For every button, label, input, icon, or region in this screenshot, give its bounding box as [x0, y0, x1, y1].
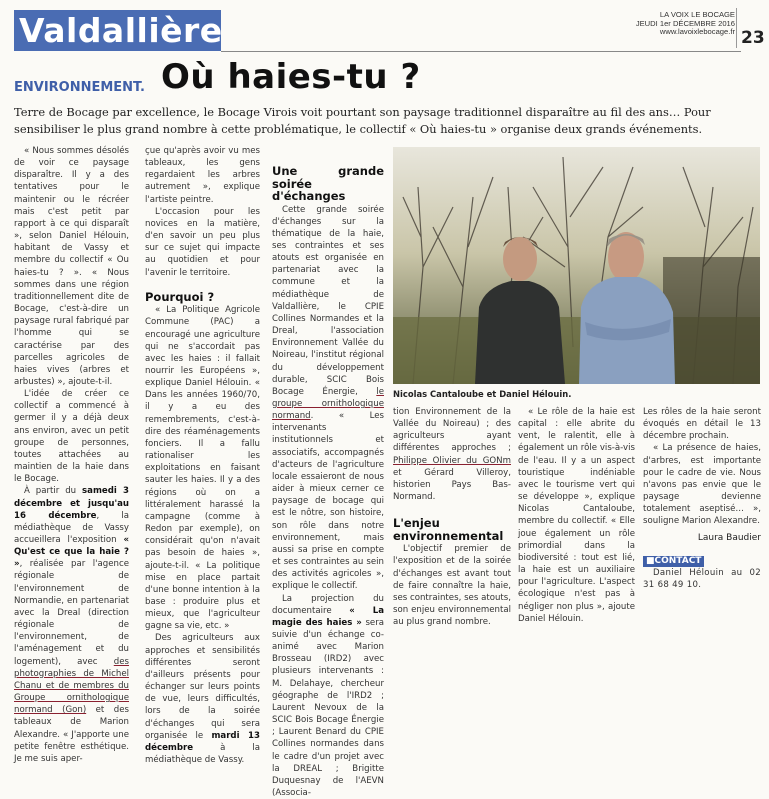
paragraph	[14, 485, 129, 765]
publication-name: LA VOIX LE BOCAGE	[636, 11, 735, 20]
gon-highlight: le groupe ornithologique normand	[272, 387, 384, 421]
subheading-soiree: Une grande soirée d'échanges	[272, 165, 384, 203]
header-rule	[221, 51, 741, 52]
paragraph: « La Politique Agricole Commune (PAC) a encouragé une agriculture qui ne s'accordait pas avec les haies : il fallait nourrir les Européens », explique Daniel Hélouin. « Dans les années 1960/70, il y a eu des remembrements, c'est-à-dire des réaménagements fonciers. Il a fallu rationaliser les exploitations en faisant sauter les haies. Il y a des régions où on a littéralement harassé la campagne (comme à Redon par exemple), on considérait qu'on n'avait pas besoin de haies », ajoute-t-il. « La politique mise en place partait d'une bonne intention à la base : produire plus et mieux, que l'agriculteur gagne sa vie, etc. »	[145, 304, 260, 632]
text: . « Les intervenants institutionnels et associatifs, accompagnés d'acteurs de l'agriculture locale essaieront de nous aider à mieux cerner ce paysage de bocage qui est le nôtre, son histoire, son rôle dans notre environnement, mais aussi sa prise en compte et ses contraintes au sein des activités agricoles », explique le collectif.	[272, 411, 384, 591]
paragraph: çue qu'après avoir vu mes tableaux, les gens regardaient les arbres autrement », explique l'artiste peintre.	[145, 145, 260, 206]
article-column-2	[145, 145, 260, 766]
article-title: Où haies-tu ?	[161, 57, 421, 97]
paragraph	[272, 204, 384, 593]
exhibition-title: « Qu'est ce que la haie ? »	[14, 535, 129, 569]
publication-date: JEUDI 1er DÉCEMBRE 2016	[636, 20, 735, 29]
text: , la médiathèque de Vassy accueillera l'exposition	[14, 511, 129, 545]
photo-two-men-in-hedgerow	[393, 147, 760, 384]
event-dates: samedi 3 décembre et jusqu'au 16 décembre	[14, 486, 129, 520]
paragraph	[145, 632, 260, 766]
text: et des tableaux de Marion Alexandre. « J'apporte une petite fenêtre esthétique. Je me suis aper-	[14, 705, 129, 764]
article-column-5	[518, 406, 635, 625]
masthead	[636, 11, 735, 37]
text: tion Environnement de la Vallée du Noireau) ; des agriculteurs ayant différentes approches ;	[393, 407, 511, 453]
author-signature: Laura Baudier	[643, 532, 761, 544]
photo-caption: Nicolas Cantaloube et Daniel Hélouin.	[393, 389, 571, 399]
text: Cette grande soirée d'échanges sur la thématique de la haie, ses contraintes et ses atouts est organisée en partenariat avec la commune et la médiathèque de Valdallière, le CPIE Collines Normandes et la Dreal, l'association Environnement Vallée du Noireau, l'institut régional du développement durable, SCIC Bois Bocage Énergie,	[272, 205, 384, 397]
text: À partir du	[24, 486, 82, 496]
paragraph	[272, 593, 384, 799]
publication-website: www.lavoixlebocage.fr	[636, 28, 735, 37]
paragraph: Les rôles de la haie seront évoqués en détail le 13 décembre prochain.	[643, 406, 761, 442]
article-column-6	[643, 406, 761, 591]
event-date: mardi 13 décembre	[145, 731, 260, 753]
article-column-3	[272, 157, 384, 799]
photo-credits-highlight: des photographies de Michel Chanu et de membres du Groupe ornithologique normand (Gon)	[14, 657, 129, 716]
article-rubric: ENVIRONNEMENT.	[14, 80, 145, 95]
article-column-4	[393, 406, 511, 628]
subheading-enjeu: L'enjeu environnemental	[393, 517, 511, 542]
gonm-highlight: Philippe Olivier du GONm	[393, 456, 511, 466]
text: La projection du documentaire	[272, 594, 384, 616]
paragraph: L'idée de créer ce collectif a commencé à germer il y a déjà deux ans environ, avec un petit groupe de personnes, toutes attachées au maintien de la haie dans le Bocage.	[14, 388, 129, 485]
paragraph: L'objectif premier de l'exposition et de la soirée d'échanges est avant tout de faire connaître la haie, ses contraintes, ses atouts, son enjeu environnemental au plus grand nombre.	[393, 543, 511, 628]
article-photo	[393, 147, 760, 384]
paragraph: « Le rôle de la haie est capital : elle abrite du vent, le ralentit, elle à également un rôle vis-à-vis de l'eau. Il y a un aspect touristique indéniable avec le tourisme vert qui se développe », explique Nicolas Cantaloube, membre du collectif. « Elle joue également un rôle primordial dans la biodiversité : tout est lié, la haie est un auxiliaire pour l'agriculture. L'aspect écologique n'est pas à négliger non plus », ajoute Daniel Hélouin.	[518, 406, 635, 625]
paragraph: « Nous sommes désolés de voir ce paysage disparaître. Il y a des tentatives pour le maintenir ou le récréer mais c'est petit par rapport à ce qui disparaît », selon Daniel Hélouin, habitant de Vassy et membre du collectif « Ou haies-tu ? ». « Nous sommes dans une région traditionnellement dite de Bocage, c'est-à-dire un paysage rural fabriqué par l'homme qui se caractérise par des parcelles agricoles de haies vives (arbres et arbustes) », ajoute-t-il.	[14, 145, 129, 388]
article-lead: Terre de Bocage par excellence, le Bocage Virois voit pourtant son paysage traditionnel disparaître au fil des ans… Pour sensibiliser le plus grand nombre à cette problématique, le collectif « Où haies-tu » organise deux grands événements.	[14, 104, 759, 138]
contact-info: Daniel Hélouin au 02 31 68 49 10.	[643, 567, 761, 591]
text: et Gérard Villeroy, historien Pays Bas-Normand.	[393, 468, 511, 502]
contact-label: ■CONTACT	[643, 556, 704, 567]
text: , réalisée par l'agence régionale de l'environnement de Normandie, en partenariat avec la Dreal (direction régionale de l'environnement, de l'aménagement et du logement), avec	[14, 559, 129, 666]
masthead-divider	[736, 8, 737, 48]
paragraph	[393, 406, 511, 503]
documentary-title: « La magie des haies »	[272, 606, 384, 628]
subheading-pourquoi: Pourquoi ?	[145, 291, 260, 304]
page-number: 23	[741, 28, 765, 48]
text: sera suivie d'un échange co-animé avec Marion Brosseau (IRD2) avec plusieurs intervenants : M. Delahaye, chercheur géographe de l'IRD2 ; Laurent Nevoux de la SCIC Bois Bocage Énergie ; Laurent Benard du CPIE Collines normandes dans le cadre d'un projet avec la DREAL ; Brigitte Duquesnay de l'AEVN (Associa-	[272, 618, 384, 798]
section-banner: Valdallière	[14, 10, 221, 51]
text: Des agriculteurs aux approches et sensibilités différentes seront d'ailleurs présents pour échanger sur leurs points de vue, leurs difficultés, lors de la soirée d'échanges qui sera organisée le	[145, 633, 260, 740]
text: à la médiathèque de Vassy.	[145, 743, 260, 765]
paragraph: L'occasion pour les novices en la matière, d'en savoir un peu plus sur ce sujet qui impacte au quotidien et pour l'avenir le territoire.	[145, 206, 260, 279]
paragraph: « La présence de haies, d'arbres, est importante pour le cadre de vie. Nous n'avons pas envie que le paysage devienne totalement aseptisé… », souligne Marion Alexandre.	[643, 442, 761, 527]
article-column-1	[14, 145, 129, 765]
